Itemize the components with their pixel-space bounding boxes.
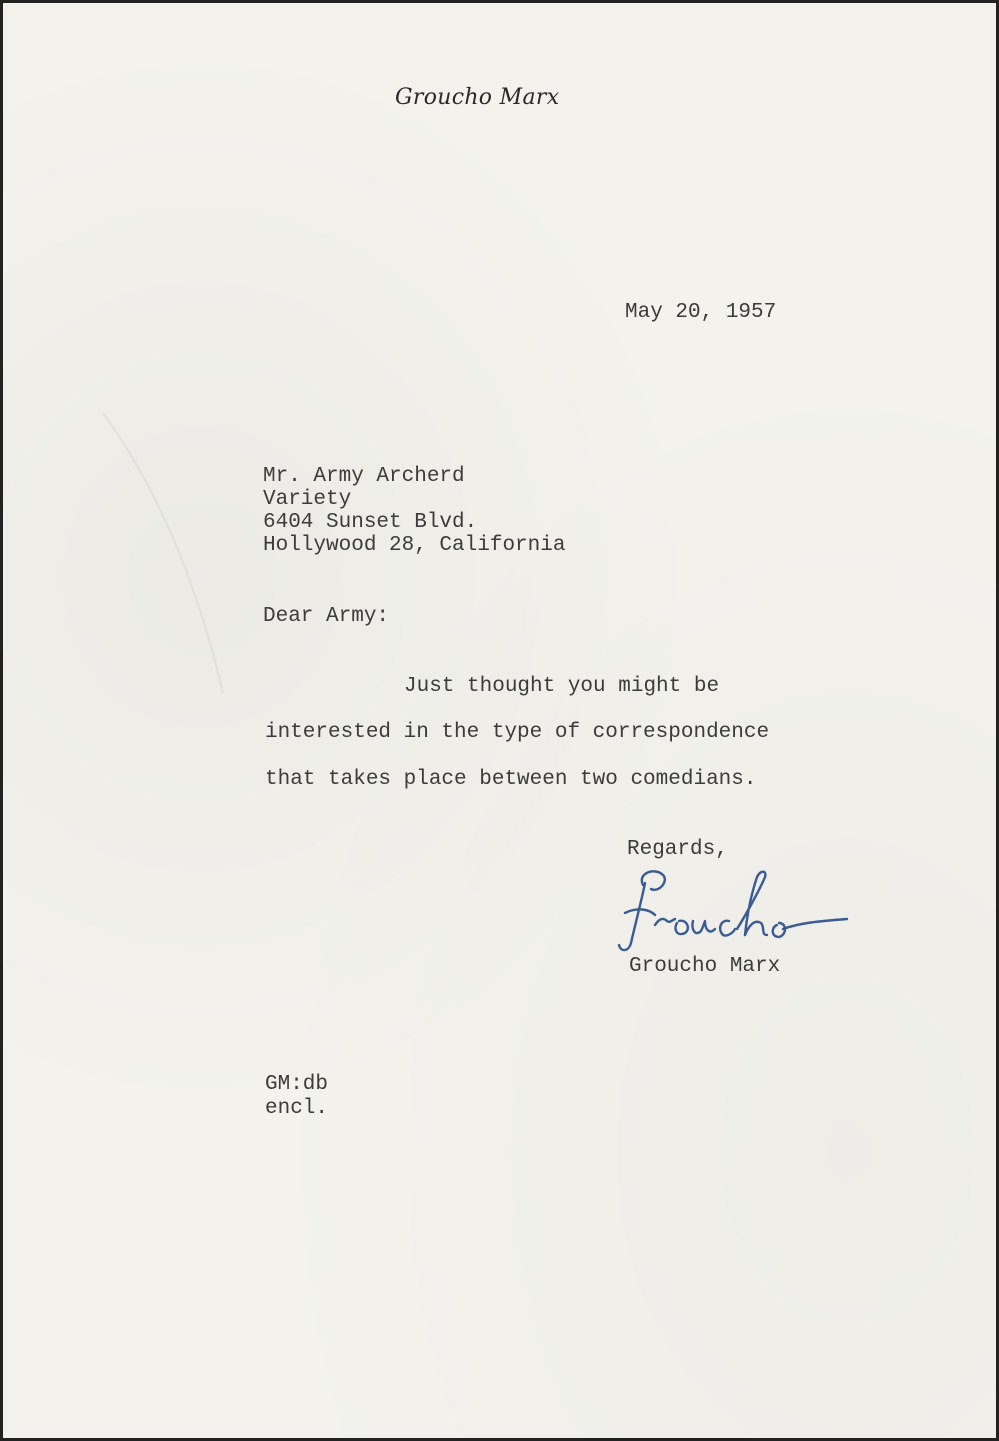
recipient-street: 6404 Sunset Blvd. [263,511,478,534]
paper-crease [93,403,233,703]
body-line: Just thought you might be [404,675,720,698]
enclosure-note: encl. [265,1097,329,1120]
letter-date: May 20, 1957 [625,301,777,324]
recipient-city: Hollywood 28, California [263,534,566,557]
recipient-company: Variety [263,488,352,511]
closing: Regards, [627,838,728,861]
body-line: that takes place between two comedians. [265,768,757,791]
body-line: interested in the type of correspondence [265,721,770,744]
salutation: Dear Army: [263,605,390,628]
signed-name: Groucho Marx [629,955,781,978]
letterhead-name: Groucho Marx [395,85,560,110]
recipient-name: Mr. Army Archerd [263,465,465,488]
handwritten-signature [615,863,850,963]
reference-initials: GM:db [265,1073,329,1096]
